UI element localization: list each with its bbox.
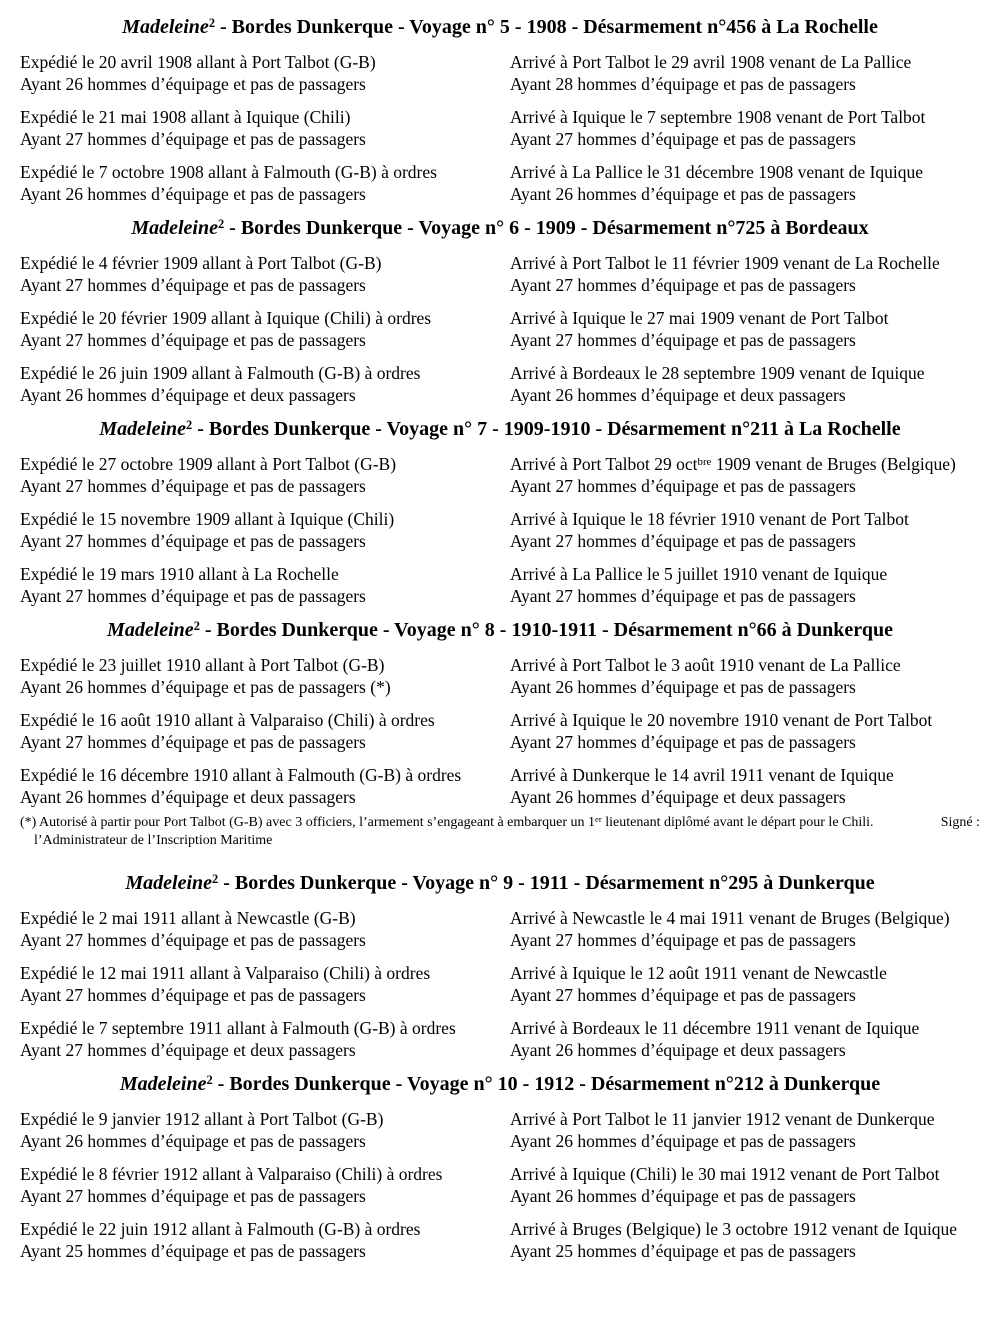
crew-line: Ayant 27 hommes d’équipage et pas de passagers — [510, 476, 856, 496]
crew-line: Ayant 27 hommes d’équipage et pas de passagers — [20, 531, 366, 551]
crew-line: Ayant 26 hommes d’équipage et pas de passagers (*) — [20, 677, 391, 697]
arrival-line: Arrivé à Iquique (Chili) le 30 mai 1912 venant de Port Talbot — [510, 1164, 940, 1184]
arrival-entry — [510, 962, 980, 1006]
footnote-text — [20, 814, 874, 832]
crew-line: Ayant 27 hommes d’équipage et pas de passagers — [20, 985, 366, 1005]
arrival-entry — [510, 161, 980, 205]
departure-entry — [20, 1017, 510, 1061]
crew-line: Ayant 26 hommes d’équipage et pas de passagers — [510, 1186, 856, 1206]
departure-line: Expédié le 19 mars 1910 allant à La Rochelle — [20, 564, 339, 584]
arrival-entry — [510, 654, 980, 698]
departure-line: Expédié le 4 février 1909 allant à Port Talbot (G-B) — [20, 253, 382, 273]
section-title — [20, 872, 980, 895]
arrival-entry — [510, 51, 980, 95]
voyage-leg-row — [20, 654, 980, 698]
departure-line: Expédié le 26 juin 1909 allant à Falmouth (G-B) à ordres — [20, 363, 421, 383]
departure-entry — [20, 307, 510, 351]
footnote-line-1 — [20, 814, 980, 832]
crew-line: Ayant 26 hommes d’équipage et pas de passagers — [20, 74, 366, 94]
crew-line: Ayant 26 hommes d’équipage et deux passagers — [510, 1040, 846, 1060]
departure-line: Expédié le 9 janvier 1912 allant à Port Talbot (G-B) — [20, 1109, 384, 1129]
arrival-line: Arrivé à Iquique le 7 septembre 1908 venant de Port Talbot — [510, 107, 926, 127]
arrival-entry — [510, 709, 980, 753]
departure-entry — [20, 962, 510, 1006]
crew-line: Ayant 26 hommes d’équipage et pas de passagers — [510, 1131, 856, 1151]
arrival-line: Arrivé à La Pallice le 5 juillet 1910 venant de Iquique — [510, 564, 888, 584]
voyage-leg-row — [20, 764, 980, 808]
crew-line: Ayant 26 hommes d’équipage et deux passagers — [510, 787, 846, 807]
voyage-leg-row — [20, 1017, 980, 1061]
arrival-line — [510, 453, 980, 475]
voyage-leg-row — [20, 508, 980, 552]
crew-line: Ayant 26 hommes d’équipage et deux passagers — [20, 787, 356, 807]
crew-line: Ayant 27 hommes d’équipage et pas de passagers — [510, 275, 856, 295]
departure-line: Expédié le 12 mai 1911 allant à Valparaiso (Chili) à ordres — [20, 963, 431, 983]
arrival-line: Arrivé à Bordeaux le 28 septembre 1909 venant de Iquique — [510, 363, 925, 383]
crew-line: Ayant 26 hommes d’équipage et pas de passagers — [510, 184, 856, 204]
crew-line: Ayant 27 hommes d’équipage et pas de passagers — [510, 586, 856, 606]
voyage-section-6 — [20, 217, 980, 406]
arrival-line-text: Arrivé à Port Talbot 29 oct — [510, 454, 698, 474]
crew-line: Ayant 26 hommes d’équipage et deux passagers — [20, 385, 356, 405]
crew-line: Ayant 27 hommes d’équipage et pas de passagers — [20, 930, 366, 950]
arrival-entry — [510, 453, 980, 497]
arrival-entry — [510, 1017, 980, 1061]
departure-entry — [20, 508, 510, 552]
departure-entry — [20, 106, 510, 150]
arrival-line: Arrivé à Dunkerque le 14 avril 1911 venant de Iquique — [510, 765, 894, 785]
ship-exponent: 2 — [212, 872, 219, 887]
departure-entry — [20, 764, 510, 808]
section-title — [20, 418, 980, 441]
departure-entry — [20, 362, 510, 406]
departure-line: Expédié le 22 juin 1912 allant à Falmouth (G-B) à ordres — [20, 1219, 421, 1239]
ordinal-superscript: er — [595, 814, 602, 825]
ship-name: Madeleine — [125, 872, 213, 894]
arrival-line: Arrivé à Port Talbot le 3 août 1910 venant de La Pallice — [510, 655, 901, 675]
arrival-entry — [510, 362, 980, 406]
voyage-leg-row — [20, 307, 980, 351]
voyage-section-9 — [20, 872, 980, 1061]
arrival-line: Arrivé à Iquique le 27 mai 1909 venant de Port Talbot — [510, 308, 889, 328]
departure-line: Expédié le 27 octobre 1909 allant à Port Talbot (G-B) — [20, 454, 397, 474]
ship-name: Madeleine — [122, 16, 209, 38]
voyage-leg-row — [20, 1108, 980, 1152]
section-title — [20, 217, 980, 240]
voyage-leg-row — [20, 362, 980, 406]
departure-line: Expédié le 2 mai 1911 allant à Newcastle (G-B) — [20, 908, 356, 928]
voyage-leg-row — [20, 106, 980, 150]
departure-entry — [20, 1163, 510, 1207]
departure-line: Expédié le 16 décembre 1910 allant à Falmouth (G-B) à ordres — [20, 765, 462, 785]
voyage-section-7 — [20, 418, 980, 607]
departure-entry — [20, 1108, 510, 1152]
crew-line: Ayant 27 hommes d’équipage et pas de passagers — [20, 129, 366, 149]
arrival-entry — [510, 307, 980, 351]
voyage-leg-row — [20, 1163, 980, 1207]
date-superscript: bre — [697, 456, 712, 469]
departure-entry — [20, 563, 510, 607]
crew-line: Ayant 26 hommes d’équipage et pas de passagers — [510, 677, 856, 697]
crew-line: Ayant 27 hommes d’équipage et pas de passagers — [510, 129, 856, 149]
section-title-text: - Bordes Dunkerque - Voyage n° 9 - 1911 - Désarmement n°295 à Dunkerque — [218, 872, 875, 894]
ship-exponent: 2 — [186, 418, 193, 433]
arrival-line: Arrivé à Bordeaux le 11 décembre 1911 venant de Iquique — [510, 1018, 920, 1038]
departure-line: Expédié le 21 mai 1908 allant à Iquique (Chili) — [20, 107, 351, 127]
arrival-line: Arrivé à Port Talbot le 11 février 1909 venant de La Rochelle — [510, 253, 940, 273]
departure-line: Expédié le 7 septembre 1911 allant à Falmouth (G-B) à ordres — [20, 1018, 456, 1038]
crew-line: Ayant 27 hommes d’équipage et pas de passagers — [510, 985, 856, 1005]
departure-entry — [20, 1218, 510, 1262]
arrival-entry — [510, 563, 980, 607]
arrival-entry — [510, 508, 980, 552]
ship-name: Madeleine — [119, 1073, 207, 1095]
departure-entry — [20, 709, 510, 753]
departure-line: Expédié le 23 juillet 1910 allant à Port Talbot (G-B) — [20, 655, 385, 675]
arrival-line: Arrivé à Iquique le 12 août 1911 venant de Newcastle — [510, 963, 887, 983]
voyage-section-10 — [20, 1073, 980, 1262]
crew-line: Ayant 27 hommes d’équipage et deux passagers — [20, 1040, 356, 1060]
voyage-leg-row — [20, 161, 980, 205]
footnote-text-mid: lieutenant diplômé avant le départ pour le Chili. — [601, 815, 874, 830]
crew-line: Ayant 28 hommes d’équipage et pas de passagers — [510, 74, 856, 94]
departure-line: Expédié le 8 février 1912 allant à Valparaiso (Chili) à ordres — [20, 1164, 443, 1184]
crew-line: Ayant 27 hommes d’équipage et pas de passagers — [510, 930, 856, 950]
arrival-line: Arrivé à Port Talbot le 11 janvier 1912 venant de Dunkerque — [510, 1109, 935, 1129]
ship-name: Madeleine — [107, 619, 194, 641]
crew-line: Ayant 27 hommes d’équipage et pas de passagers — [20, 732, 366, 752]
footnote-signature-label: Signé : — [940, 815, 980, 830]
crew-line: Ayant 27 hommes d’équipage et pas de passagers — [510, 531, 856, 551]
voyage-leg-row — [20, 962, 980, 1006]
ship-exponent: 2 — [208, 16, 216, 31]
crew-line: Ayant 27 hommes d’équipage et pas de passagers — [20, 586, 366, 606]
ship-exponent: 2 — [217, 217, 225, 232]
crew-line: Ayant 26 hommes d’équipage et pas de passagers — [20, 184, 366, 204]
crew-line: Ayant 27 hommes d’équipage et pas de passagers — [20, 1186, 366, 1206]
arrival-line: Arrivé à La Pallice le 31 décembre 1908 venant de Iquique — [510, 162, 924, 182]
section-title-text: - Bordes Dunkerque - Voyage n° 10 - 1912 - Désarmement n°212 à Dunkerque — [212, 1073, 881, 1095]
footnote — [20, 814, 980, 850]
crew-line: Ayant 25 hommes d’équipage et pas de passagers — [20, 1241, 366, 1261]
arrival-entry — [510, 764, 980, 808]
arrival-line-text: 1909 venant de Bruges (Belgique) — [711, 454, 956, 474]
voyage-section-8 — [20, 619, 980, 808]
departure-line: Expédié le 16 août 1910 allant à Valparaiso (Chili) à ordres — [20, 710, 435, 730]
arrival-line: Arrivé à Iquique le 18 février 1910 venant de Port Talbot — [510, 509, 909, 529]
section-title — [20, 619, 980, 642]
departure-line: Expédié le 20 avril 1908 allant à Port Talbot (G-B) — [20, 52, 376, 72]
crew-line: Ayant 27 hommes d’équipage et pas de passagers — [510, 330, 856, 350]
section-title-text: - Bordes Dunkerque - Voyage n° 8 - 1910-1911 - Désarmement n°66 à Dunkerque — [199, 619, 893, 641]
voyage-section-5 — [20, 16, 980, 205]
departure-line: Expédié le 7 octobre 1908 allant à Falmouth (G-B) à ordres — [20, 162, 437, 182]
crew-line: Ayant 26 hommes d’équipage et deux passagers — [510, 385, 846, 405]
crew-line: Ayant 27 hommes d’équipage et pas de passagers — [20, 275, 366, 295]
departure-entry — [20, 654, 510, 698]
departure-line: Expédié le 20 février 1909 allant à Iquique (Chili) à ordres — [20, 308, 432, 328]
voyage-leg-row — [20, 563, 980, 607]
arrival-entry — [510, 106, 980, 150]
arrival-entry — [510, 1108, 980, 1152]
voyage-leg-row — [20, 51, 980, 95]
arrival-entry — [510, 252, 980, 296]
ship-exponent: 2 — [206, 1073, 213, 1088]
departure-line: Expédié le 15 novembre 1909 allant à Iquique (Chili) — [20, 509, 395, 529]
crew-line: Ayant 26 hommes d’équipage et pas de passagers — [20, 1131, 366, 1151]
footnote-line-2: l’Administrateur de l’Inscription Maritime — [34, 833, 273, 848]
arrival-line: Arrivé à Bruges (Belgique) le 3 octobre 1912 venant de Iquique — [510, 1219, 958, 1239]
arrival-entry — [510, 1218, 980, 1262]
arrival-entry — [510, 1163, 980, 1207]
footnote-text-pre: (*) Autorisé à partir pour Port Talbot (G-B) avec 3 officiers, l’armement s’engageant à embarquer un 1 — [20, 815, 596, 830]
departure-entry — [20, 161, 510, 205]
voyage-leg-row — [20, 453, 980, 497]
ship-name: Madeleine — [99, 418, 187, 440]
ship-exponent: 2 — [193, 619, 200, 634]
ship-name: Madeleine — [131, 217, 218, 239]
section-title — [20, 16, 980, 39]
voyage-leg-row — [20, 252, 980, 296]
section-title-text: - Bordes Dunkerque - Voyage n° 5 - 1908 - Désarmement n°456 à La Rochelle — [215, 16, 878, 38]
arrival-entry — [510, 907, 980, 951]
section-title-text: - Bordes Dunkerque - Voyage n° 6 - 1909 - Désarmement n°725 à Bordeaux — [224, 217, 869, 239]
departure-entry — [20, 907, 510, 951]
departure-entry — [20, 453, 510, 497]
arrival-line: Arrivé à Iquique le 20 novembre 1910 venant de Port Talbot — [510, 710, 933, 730]
section-title — [20, 1073, 980, 1096]
voyage-leg-row — [20, 907, 980, 951]
crew-line: Ayant 27 hommes d’équipage et pas de passagers — [20, 476, 366, 496]
arrival-line: Arrivé à Newcastle le 4 mai 1911 venant de Bruges (Belgique) — [510, 908, 950, 928]
voyage-leg-row — [20, 709, 980, 753]
crew-line: Ayant 25 hommes d’équipage et pas de passagers — [510, 1241, 856, 1261]
crew-line: Ayant 27 hommes d’équipage et pas de passagers — [510, 732, 856, 752]
arrival-line: Arrivé à Port Talbot le 29 avril 1908 venant de La Pallice — [510, 52, 912, 72]
voyage-leg-row — [20, 1218, 980, 1262]
departure-entry — [20, 252, 510, 296]
crew-line: Ayant 27 hommes d’équipage et pas de passagers — [20, 330, 366, 350]
section-title-text: - Bordes Dunkerque - Voyage n° 7 - 1909-1910 - Désarmement n°211 à La Rochelle — [192, 418, 901, 440]
departure-entry — [20, 51, 510, 95]
